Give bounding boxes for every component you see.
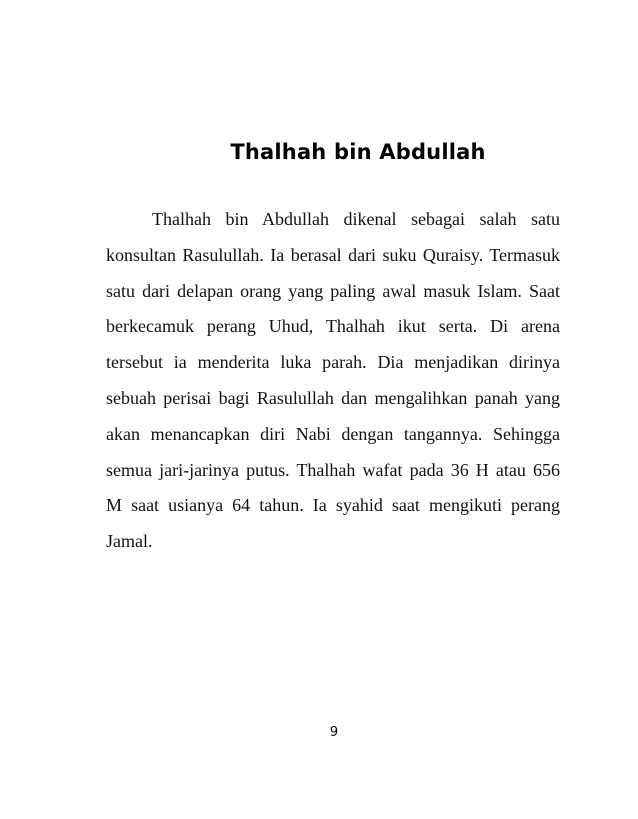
page-title: Thalhah bin Abdullah [230, 140, 486, 164]
body-paragraph: Thalhah bin Abdullah dikenal sebagai salah satu konsultan Rasulullah. Ia berasal dari suku Quraisy. Termasuk satu dari delapan orang yang paling awal masuk Islam. Saat berkecamuk perang Uhud, Thalhah ikut serta. Di arena tersebut ia menderita luka parah. Dia menjadikan dirinya sebuah perisai bagi Rasulullah dan mengalihkan panah yang akan menancapkan diri Nabi dengan tangannya. Sehingga semua jari-jarinya putus. Thalhah wafat pada 36 H atau 656 M saat usianya 64 tahun. Ia syahid saat mengikuti perang Jamal. [106, 209, 560, 552]
page-number: 9 [329, 725, 339, 740]
